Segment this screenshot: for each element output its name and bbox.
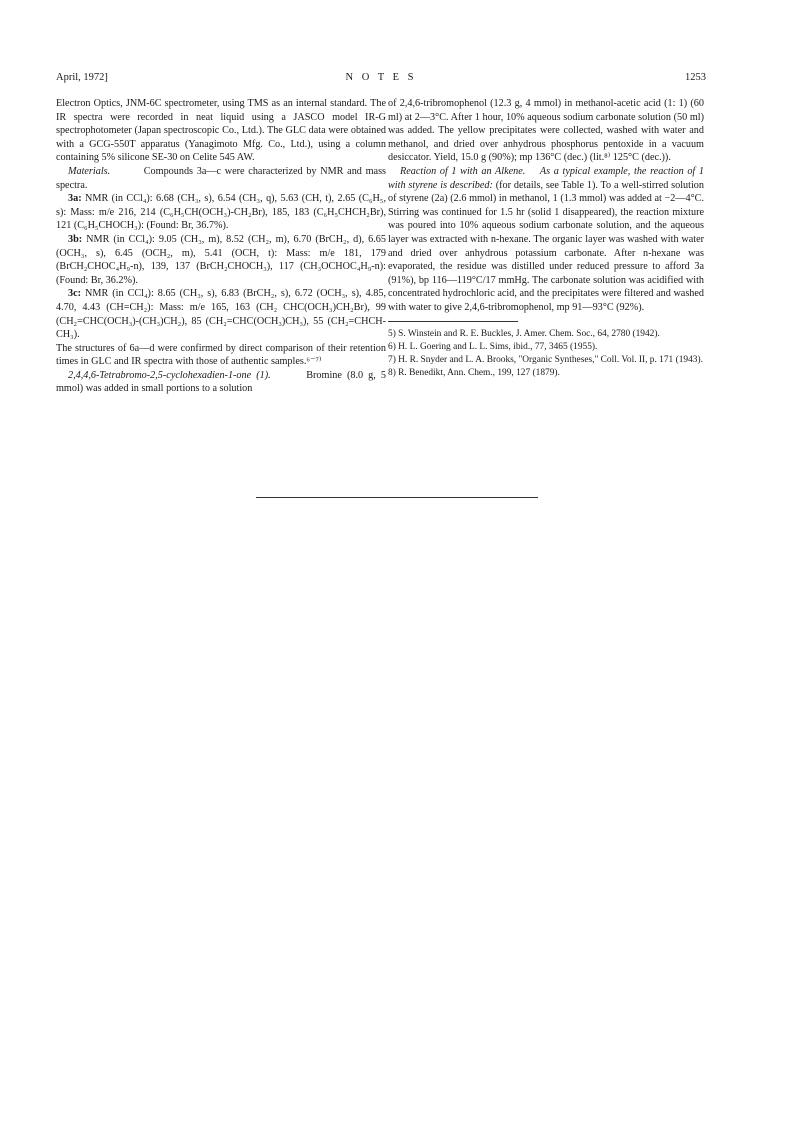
tetrabromo-text: Bromine (8.0 g, 5 mmol) was added in small portions to a solution: [56, 369, 386, 395]
compound-label-3c: 3c:: [68, 288, 82, 300]
reference-list: [388, 328, 704, 380]
reference-6: 6) H. L. Goering and L. L. Sims, ibid., 77, 3465 (1955).: [388, 341, 598, 352]
materials-heading: Materials.: [68, 165, 111, 177]
paragraph-reaction: [388, 165, 704, 315]
paragraph-3b: [56, 233, 386, 287]
compound-data-3b: NMR (in CCl₄): 9.05 (CH₃, m), 8.52 (CH₂, m), 6.70 (BrCH₂, d), 6.65 (OCH₃, s), 6.45 (OCH₂, m), 5.41 (OCH, t): Mass: m/e 181, 179 (BrCH₂CHOC₄H₉-n), 139, 137 (BrCH₂CHOCH₃), 117 (CH₃OCHOC₄H₉-n): (Found: Br, 36.2%).: [56, 233, 386, 286]
footnote-rule: [388, 321, 518, 326]
paragraph-materials: [56, 165, 386, 192]
paragraph-structures: The structures of 6a—d were confirmed by direct comparison of their retention times in GLC and IR spectra with those of authentic samples.⁶⁻⁷⁾: [56, 342, 386, 368]
reference-5: 5) S. Winstein and R. E. Buckles, J. Amer. Chem. Soc., 64, 2780 (1942).: [388, 328, 660, 339]
paragraph-tetrabromo: [56, 369, 386, 396]
reaction-subheading: As a typical example, the reaction of 1 with styrene is described:: [388, 165, 704, 191]
right-column: [388, 97, 704, 380]
paragraph-3a: [56, 192, 386, 233]
paragraph-instruments: Electron Optics, JNM-6C spectrometer, using TMS as an internal standard. The IR spectra were recorded in neat liquid using a JASCO model IR-G spectrophotometer (Japan spectroscopic Co., Ltd.). The GLC data were obtained with a GCG-550T apparatus (Yanagimoto Mfg. Co., Ltd.), using a column containing 5% silicone SE-30 on Celite 545 AW.: [56, 98, 386, 164]
compound-label-3a: 3a:: [68, 193, 82, 205]
header-page-number: 1253: [685, 72, 706, 83]
compound-data-3a: NMR (in CCl₄): 6.68 (CH₃, s), 6.54 (CH₃, q), 5.63 (CH, t), 2.65 (C₆H₅, s): Mass: m/e 216, 214 (C₆H₅CH(OCH₃)-CH₂Br), 185, 183 (C₆H₅CHCH₂Br), 121 (C₆H₅CHOCH₃): (Found: Br, 36.7%).: [56, 193, 386, 232]
reference-8: 8) R. Benedikt, Ann. Chem., 199, 127 (1879).: [388, 367, 560, 378]
reference-7: 7) H. R. Snyder and L. A. Brooks, "Organic Syntheses," Coll. Vol. II, p. 171 (1943).: [388, 354, 703, 365]
materials-text: Compounds 3a—c were characterized by NMR and mass spectra.: [56, 165, 386, 191]
tetrabromo-heading: 2,4,4,6-Tetrabromo-2,5-cyclohexadien-1-one (1).: [68, 369, 271, 381]
compound-label-3b: 3b:: [68, 233, 83, 245]
section-end-rule: [256, 497, 538, 498]
paragraph-tetrabromo-cont: of 2,4,6-tribromophenol (12.3 g, 4 mmol) in methanol-acetic acid (1: 1) (60 ml) at 2—3°C. After 1 hour, 10% aqueous sodium carbonate solution (50 ml) was added. The yellow precipitates were collected, washed with water and methanol, and dried over anhydrous phosphorus pentoxide in a vacuum desiccator. Yield, 15.0 g (90%); mp 136°C (dec.) (lit.⁸⁾ 125°C (dec.)).: [388, 98, 704, 164]
left-column: [56, 97, 386, 396]
reaction-heading: Reaction of 1 with an Alkene.: [400, 165, 526, 177]
running-header: [56, 72, 706, 86]
header-date: April, 1972]: [56, 72, 108, 83]
paragraph-3c: [56, 287, 386, 341]
reaction-text: (for details, see Table 1). To a well-stirred solution of styrene (2a) (2.6 mmol) in methanol, 1 (1.3 mmol) was added at −2—4°C. Stirring was continued for 1.5 hr (solid 1 disappeared), the reaction mixture was poured into 10% aqueous sodium carbonate solution, and the aqueous layer was extracted with n-hexane. The organic layer was washed with water and dried over anhydrous potassium carbonate. After n-hexane was evaporated, the residue was distilled under reduced pressure to afford 3a (91%), bp 116—119°C/17 mmHg. The carbonate solution was acidified with concentrated hydrochloric acid, and the precipitates were filtered and washed with water to give 2,4,6-tribromophenol, mp 91—93°C (92%).: [388, 179, 704, 313]
header-section: N O T E S: [345, 72, 417, 83]
compound-data-3c: NMR (in CCl₄): 8.65 (CH₃, s), 6.83 (BrCH₂, s), 6.72 (OCH₃, s), 4.85, 4.70, 4.43 (CH=CH₂): Mass: m/e 165, 163 (CH₂ CHC(OCH₃)CH₂Br), 99 (CH₂=CHC(OCH₃)-(CH₃)CH₂), 85 (CH₂=CHC(OCH₃)CH₃), 55 (CH₂=CHCH-CH₃).: [56, 288, 386, 341]
